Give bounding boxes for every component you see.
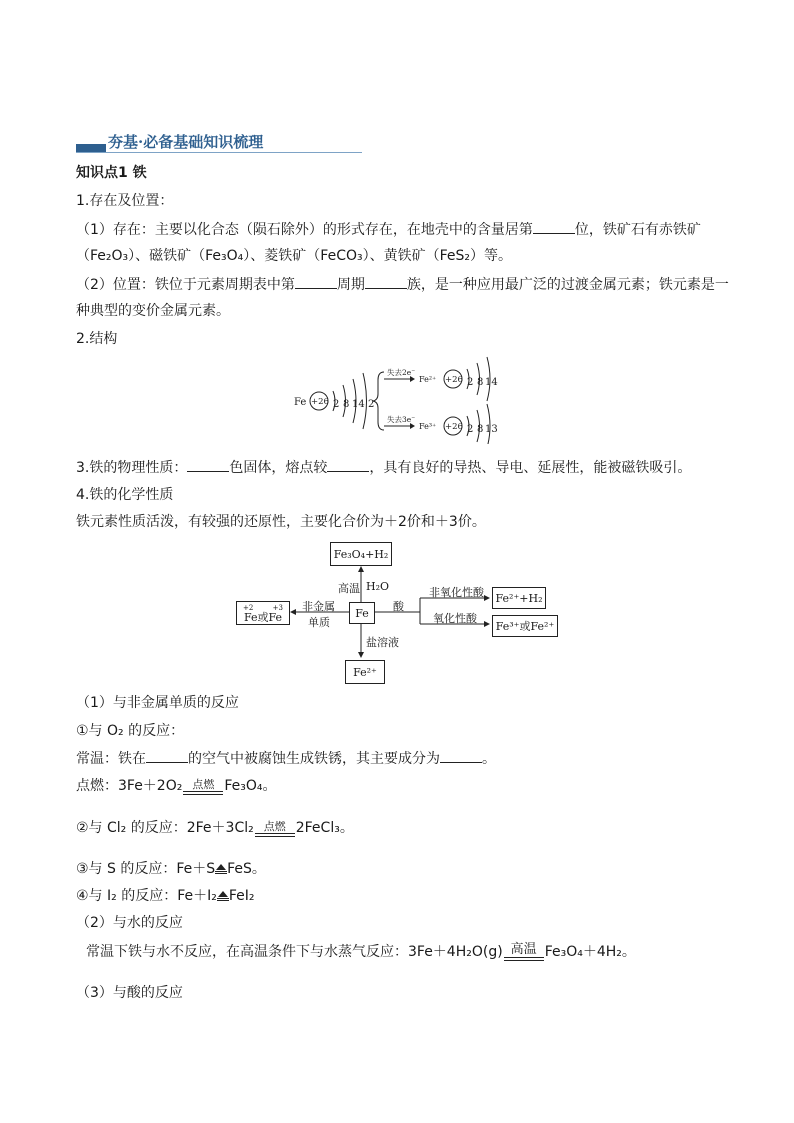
section-header-title: 夯基·必备基础知识梳理	[108, 133, 264, 151]
svg-text:2: 2	[467, 424, 474, 435]
fe-or-fe-label: Fe或Fe	[243, 611, 283, 624]
reaction-condition: 点燃	[255, 821, 295, 842]
fill-blank	[365, 274, 407, 289]
r1-normal-temp: 常温：铁在 的空气中被腐蚀生成铁锈，其主要成分为 。	[76, 748, 496, 769]
fe-symbol: Fe	[294, 397, 307, 408]
svg-text:8: 8	[477, 377, 484, 388]
r1-o2-title: ①与 O₂ 的反应：	[76, 723, 185, 739]
svg-text:+26: +26	[445, 375, 463, 385]
box-fe2-h2: Fe²⁺+H₂	[492, 587, 546, 609]
fill-blank	[146, 748, 188, 763]
box-fe-center: Fe	[349, 602, 375, 624]
section-header-rule	[76, 152, 362, 153]
s2-title: 2.结构	[76, 331, 118, 347]
label-salt-solution: 盐溶液	[366, 636, 399, 649]
heat-sign	[215, 864, 227, 874]
label-nonmetal: 非金属	[302, 600, 335, 613]
reaction-condition: 点燃	[183, 779, 223, 800]
s4-intro: 铁元素性质活泼，有较强的还原性，主要化合价为＋2价和＋3价。	[76, 514, 486, 530]
s1-title: 1.存在及位置：	[76, 193, 174, 209]
heat-sign	[217, 891, 229, 901]
s1-p1-line2: （Fe₂O₃）、磁铁矿（Fe₃O₄）、菱铁矿（FeCO₃）、黄铁矿（FeS₂）等。	[76, 248, 512, 264]
iron-reaction-diagram	[230, 540, 570, 686]
shell-count: 2	[333, 399, 340, 410]
svg-text:14: 14	[485, 377, 498, 388]
knowledge-point-title: 知识点1 铁	[76, 165, 147, 181]
s1-p1-text-a: （1）存在：主要以化合态（陨石除外）的形式存在，在地壳中的含量居第	[76, 222, 533, 238]
shell-count: 2	[368, 399, 375, 410]
box-fe-ions	[236, 601, 290, 625]
nucleus-charge: +26	[311, 397, 329, 407]
label-acid: 酸	[393, 600, 404, 613]
s1-p2-text-a: （2）位置：铁位于元素周期表中第	[76, 277, 295, 293]
label-oxidizing-acid: 氧化性酸	[433, 612, 477, 625]
r1-title: （1）与非金属单质的反应	[76, 695, 239, 711]
brace	[373, 372, 384, 430]
r1-cl2-eq: ②与 Cl₂ 的反应：2Fe＋3Cl₂ 点燃 2FeCl₃。	[76, 814, 354, 842]
r1-ignite-eq: 点燃：3Fe＋2O₂ 点燃 Fe₃O₄。	[76, 772, 277, 800]
s1-p2-text-b: 周期	[336, 277, 365, 293]
label-high-temp: 高温	[338, 582, 360, 595]
r1-i2-eq: ④与 I₂ 的反应：Fe＋I₂ FeI₂	[76, 888, 255, 904]
fill-blank	[187, 457, 229, 472]
s1-p1-text-b: 位，铁矿石有赤铁矿	[574, 222, 701, 238]
s4-title: 4.铁的化学性质	[76, 487, 174, 503]
fe2-ion: Fe²⁺	[419, 375, 437, 384]
oxidation-state-3: +3	[272, 604, 283, 612]
label-h2o: H₂O	[366, 580, 390, 593]
box-fe3-or-fe2: Fe³⁺或Fe²⁺	[492, 615, 558, 637]
s1-p2-line2: 种典型的变价金属元素。	[76, 303, 230, 319]
lose-2e-label: 失去2e⁻	[387, 368, 416, 377]
r2-title: （2）与水的反应	[76, 915, 183, 931]
svg-text:13: 13	[485, 424, 498, 435]
s1-p1-line1	[76, 219, 701, 240]
label-non-oxidizing-acid: 非氧化性酸	[429, 586, 484, 599]
reaction-condition: 高温	[504, 943, 544, 966]
fill-blank	[533, 219, 575, 234]
section-header-bar	[76, 144, 106, 152]
svg-text:+26: +26	[445, 422, 463, 432]
fill-blank	[440, 748, 482, 763]
oxidation-state-2: +2	[243, 604, 254, 612]
svg-text:8: 8	[477, 424, 484, 435]
box-fe2: Fe²⁺	[345, 660, 385, 684]
s1-p2-text-c: 族，是一种应用最广泛的过渡金属元素；铁元素是一	[406, 277, 729, 293]
r3-title: （3）与酸的反应	[76, 985, 183, 1001]
box-fe3o4-h2: Fe₃O₄+H₂	[330, 542, 392, 566]
fill-blank	[295, 274, 337, 289]
lose-3e-label: 失去3e⁻	[387, 415, 416, 424]
r1-s-eq: ③与 S 的反应：Fe＋S FeS。	[76, 861, 266, 877]
atomic-structure-diagram	[286, 350, 516, 444]
s1-p2-line1	[76, 274, 729, 295]
s3-line: 3.铁的物理性质： 色固体，熔点较 ，具有良好的导热、导电、延展性，能被磁铁吸引。	[76, 457, 691, 478]
fill-blank	[327, 457, 369, 472]
label-elemental: 单质	[308, 616, 330, 629]
fe3-ion: Fe³⁺	[419, 422, 437, 431]
svg-text:2: 2	[467, 377, 474, 388]
r2-eq: 常温下铁与水不反应，在高温条件下与水蒸气反应：3Fe＋4H₂O(g) 高温 Fe₃O₄＋4H₂。	[86, 938, 636, 966]
shell-count: 8	[343, 399, 350, 410]
shell-count: 14	[352, 399, 365, 410]
